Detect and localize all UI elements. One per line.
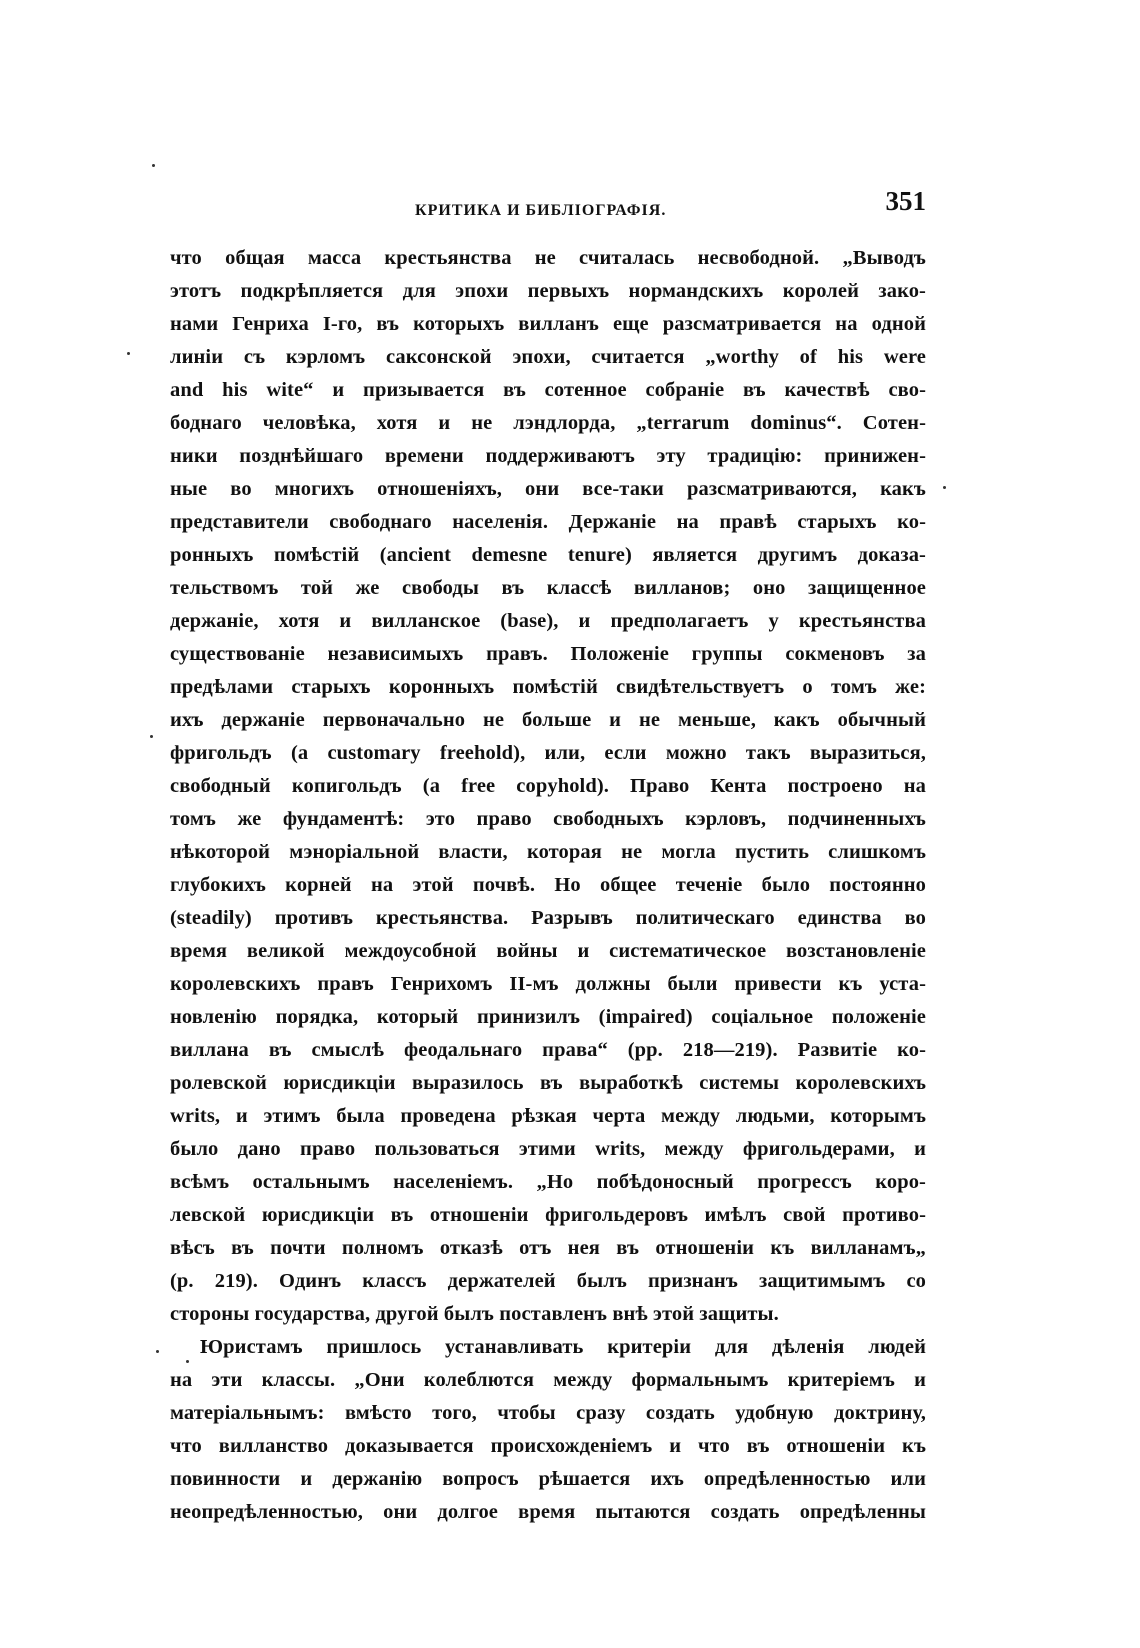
- text-line: томъ же фундаментѣ: это право свободныхъ кэрловъ, подчиненныхъ: [170, 808, 926, 830]
- text-line: держаніе, хотя и вилланское (base), и предполагаетъ у крестьянства: [170, 610, 926, 632]
- text-line: тельствомъ той же свободы въ классѣ вилланов; оно защищенное: [170, 577, 926, 599]
- text-line: вѣсъ въ почти полномъ отказѣ отъ нея въ отношеніи къ вилланамъ„: [170, 1237, 926, 1259]
- text-line: виллана въ смыслѣ феодальнаго права“ (pp. 218—219). Развитіе ко-: [170, 1039, 926, 1061]
- text-line: что общая масса крестьянства не считалась несвободной. „Выводъ: [170, 247, 926, 269]
- text-line: левской юрисдикціи въ отношеніи фригольдеровъ имѣлъ свой противо-: [170, 1204, 926, 1226]
- scan-speck: [150, 735, 153, 738]
- text-line: матеріальнымъ: вмѣсто того, чтобы сразу создать удобную доктрину,: [170, 1402, 926, 1424]
- text-line: ронныхъ помѣстій (ancient demesne tenure) является другимъ доказа-: [170, 544, 926, 566]
- text-line: время великой междоусобной войны и систематическое возстановленіе: [170, 940, 926, 962]
- text-line: фригольдъ (a customary freehold), или, если можно такъ выразиться,: [170, 742, 926, 764]
- text-line-paragraph-start: Юристамъ пришлось устанавливать критеріи для дѣленія людей: [200, 1336, 926, 1358]
- text-line: нѣкоторой мэноріальной власти, которая не могла пустить слишкомъ: [170, 841, 926, 863]
- text-line: ролевской юрисдикціи выразилось въ выработкѣ системы королевскихъ: [170, 1072, 926, 1094]
- page-number: 351: [885, 186, 926, 216]
- text-line-paragraph-end: стороны государства, другой былъ поставленъ внѣ этой защиты.: [170, 1303, 779, 1325]
- text-line: боднаго человѣка, хотя и не лэндлорда, „terrarum dominus“. Сотен-: [170, 412, 926, 434]
- text-line: королевскихъ правъ Генрихомъ II-мъ должны были привести къ уста-: [170, 973, 926, 995]
- text-line: линіи съ кэрломъ саксонской эпохи, считается „worthy of his were: [170, 346, 926, 368]
- text-line: новленію порядка, который принизилъ (impaired) соціальное положеніе: [170, 1006, 926, 1028]
- text-line: представители свободнаго населенія. Держаніе на правѣ старыхъ ко-: [170, 511, 926, 533]
- text-line: ихъ держаніе первоначально не больше и не меньше, какъ обычный: [170, 709, 926, 731]
- running-title: КРИТИКА И БИБЛІОГРАФІЯ.: [415, 202, 667, 219]
- text-line: было дано право пользоваться этими writs, между фригольдерами, и: [170, 1138, 926, 1160]
- text-line: предѣлами старыхъ коронныхъ помѣстій свидѣтельствуетъ о томъ же:: [170, 676, 926, 698]
- text-line: and his wite“ и призывается въ сотенное собраніе въ качествѣ сво-: [170, 379, 926, 401]
- page-header: [170, 186, 926, 226]
- text-line: существованіе независимыхъ правъ. Положеніе группы сокменовъ за: [170, 643, 926, 665]
- scan-speck: [152, 164, 155, 167]
- text-line: (p. 219). Одинъ классъ держателей былъ признанъ защитимымъ со: [170, 1270, 926, 1292]
- text-line: всѣмъ остальнымъ населеніемъ. „Но побѣдоносный прогрессъ коро-: [170, 1171, 926, 1193]
- scan-speck: [127, 352, 130, 355]
- text-line: что вилланство доказывается происхожденіемъ и что въ отношеніи къ: [170, 1435, 926, 1457]
- text-line: этотъ подкрѣпляется для эпохи первыхъ нормандскихъ королей зако-: [170, 280, 926, 302]
- text-line: ные во многихъ отношеніяхъ, они все-таки разсматриваются, какъ: [170, 478, 926, 500]
- text-line: повинности и держанію вопросъ рѣшается ихъ опредѣленностью или: [170, 1468, 926, 1490]
- text-line: на эти классы. „Они колеблются между формальнымъ критеріемъ и: [170, 1369, 926, 1391]
- text-line: ники позднѣйшаго времени поддерживаютъ эту традицію: принижен-: [170, 445, 926, 467]
- text-line: (steadily) противъ крестьянства. Разрывъ политическаго единства во: [170, 907, 926, 929]
- text-line: неопредѣленностью, они долгое время пытаются создать опредѣленны: [170, 1501, 926, 1523]
- text-line: writs, и этимъ была проведена рѣзкая черта между людьми, которымъ: [170, 1105, 926, 1127]
- body-text: [170, 242, 926, 1529]
- text-line: нами Генриха I-го, въ которыхъ вилланъ еще разсматривается на одной: [170, 313, 926, 335]
- scan-speck: [156, 1350, 159, 1353]
- scan-speck: [943, 486, 946, 489]
- text-line: глубокихъ корней на этой почвѣ. Но общее теченіе было постоянно: [170, 874, 926, 896]
- text-line: свободный копигольдъ (a free copyhold). Право Кента построено на: [170, 775, 926, 797]
- scan-speck: [186, 1360, 189, 1363]
